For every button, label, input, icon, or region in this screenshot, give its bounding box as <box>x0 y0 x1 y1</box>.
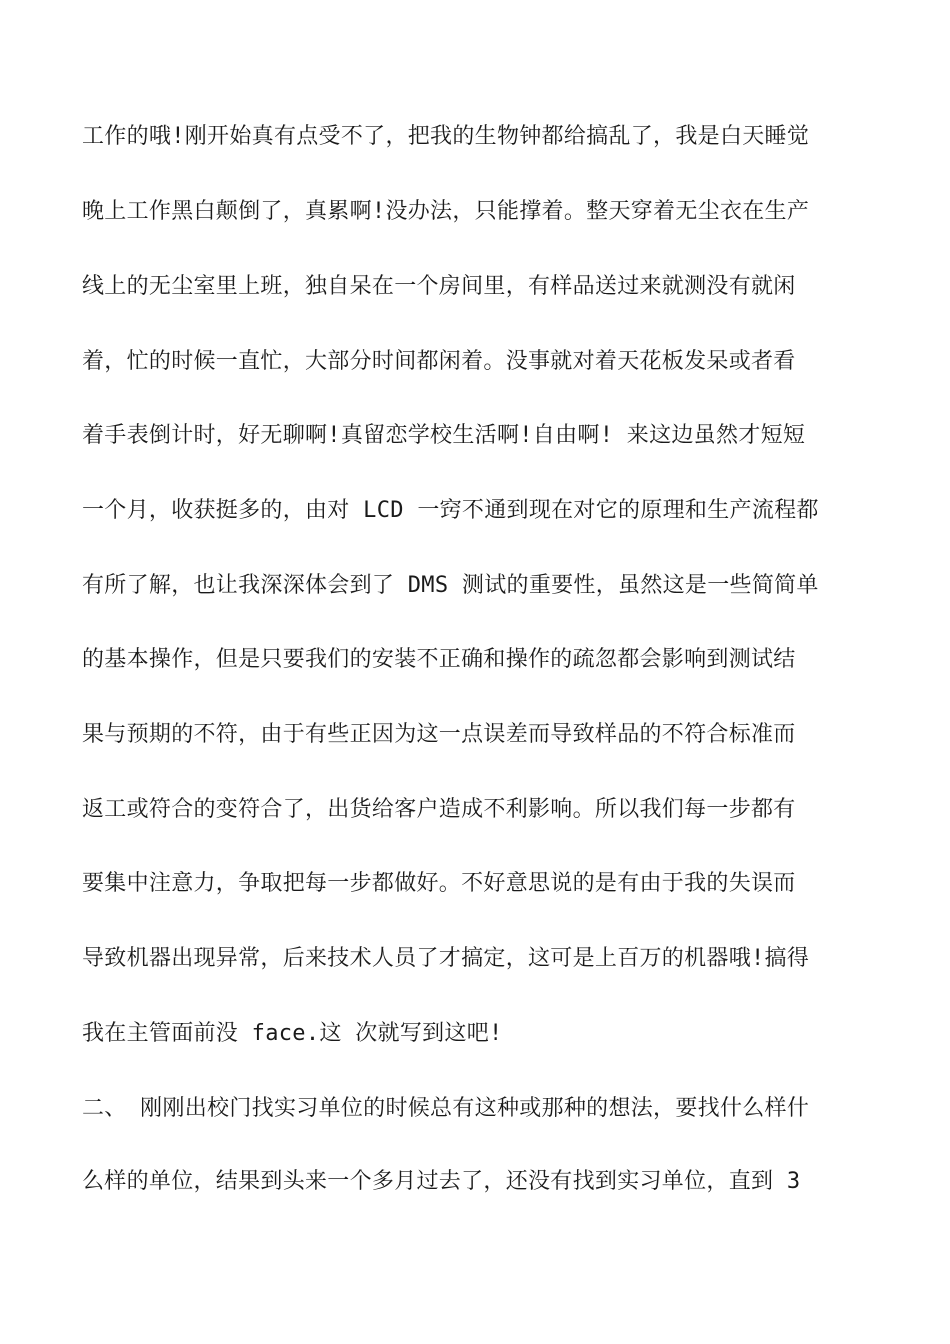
text-line: 一个月，收获挺多的，由对 LCD 一窍不通到现在对它的原理和生产流程都 <box>82 498 819 523</box>
text-line: 么样的单位，结果到头来一个多月过去了，还没有找到实习单位，直到 3 <box>82 1169 801 1194</box>
text-line: 着，忙的时候一直忙，大部分时间都闲着。没事就对着天花板发呆或者看 <box>82 349 796 374</box>
text-line: 果与预期的不符，由于有些正因为这一点误差而导致样品的不符合标准而 <box>82 722 796 747</box>
text-line: 线上的无尘室里上班，独自呆在一个房间里，有样品送过来就测没有就闲 <box>82 274 796 299</box>
text-line: 我在主管面前没 face.这 次就写到这吧! <box>82 1021 503 1046</box>
text-line: 要集中注意力，争取把每一步都做好。不好意思说的是有由于我的失误而 <box>82 871 796 896</box>
text-line: 的基本操作，但是只要我们的安装不正确和操作的疏忽都会影响到测试结 <box>82 647 796 672</box>
text-line: 导致机器出现异常，后来技术人员了才搞定，这可是上百万的机器哦!搞得 <box>82 946 810 971</box>
text-line: 有所了解，也让我深深体会到了 DMS 测试的重要性，虽然这是一些简简单 <box>82 573 819 598</box>
text-line: 返工或符合的变符合了，出货给客户造成不利影响。所以我们每一步都有 <box>82 797 796 822</box>
text-line: 着手表倒计时，好无聊啊!真留恋学校生活啊!自由啊! 来这边虽然才短短 <box>82 423 806 448</box>
text-line: 晚上工作黑白颠倒了，真累啊!没办法，只能撑着。整天穿着无尘衣在生产 <box>82 199 810 224</box>
text-line: 二、 刚刚出校门找实习单位的时候总有这种或那种的想法，要找什么样什 <box>82 1096 810 1121</box>
text-line: 工作的哦!刚开始真有点受不了，把我的生物钟都给搞乱了，我是白天睡觉 <box>82 124 810 149</box>
